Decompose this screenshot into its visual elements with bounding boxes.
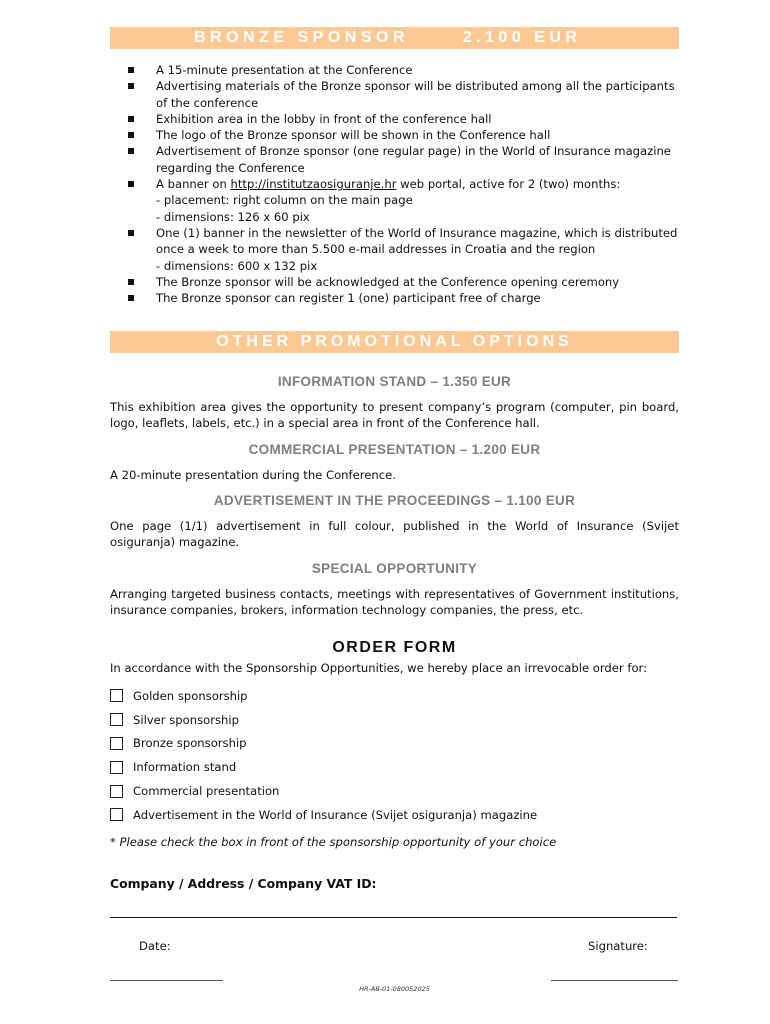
bullet-square-icon xyxy=(128,148,134,154)
list-item xyxy=(128,111,688,127)
list-item xyxy=(128,78,688,111)
option-checkbox[interactable] xyxy=(110,808,123,821)
bullet-square-icon xyxy=(128,295,134,301)
option-checkbox[interactable] xyxy=(110,785,123,798)
list-item xyxy=(110,732,537,756)
option-label: Golden sponsorship xyxy=(133,688,248,703)
list-item xyxy=(128,62,688,78)
benefit-text: Advertising materials of the Bronze sponsor will be distributed among all the participants of the conference xyxy=(156,79,675,110)
bronze-sponsor-banner: BRONZE SPONSOR 2.100 EUR xyxy=(110,27,679,49)
list-item xyxy=(110,803,537,827)
bullet-square-icon xyxy=(128,132,134,138)
list-item xyxy=(110,755,537,779)
option-label: Silver sponsorship xyxy=(133,712,239,727)
option-label: Bronze sponsorship xyxy=(133,736,247,751)
benefit-subline: - dimensions: 126 x 60 pix xyxy=(156,209,310,224)
company-details-label: Company / Address / Company VAT ID: xyxy=(110,876,377,891)
option-label: Advertisement in the World of Insurance (Svijet osiguranja) magazine xyxy=(133,807,538,822)
benefit-text: A 15-minute presentation at the Conference xyxy=(156,63,413,77)
benefit-subline: - placement: right column on the main page xyxy=(156,193,413,208)
bullet-square-icon xyxy=(128,230,134,236)
option-checkbox[interactable] xyxy=(110,761,123,774)
benefit-subline: - dimensions: 600 x 132 pix xyxy=(156,258,318,273)
order-options-list xyxy=(110,684,537,827)
list-item xyxy=(128,127,688,143)
signature-field[interactable] xyxy=(551,980,678,981)
option-checkbox[interactable] xyxy=(110,689,123,702)
benefit-text: One (1) banner in the newsletter of the World of Insurance magazine, which is distributed once a week to more than 5.500 e-mail addresses in Croatia and the region xyxy=(156,225,678,257)
list-item xyxy=(128,274,688,290)
benefit-text: The Bronze sponsor can register 1 (one) participant free of charge xyxy=(156,291,541,306)
information-stand-text: This exhibition area gives the opportunity to present company’s program (computer, pin board, logo, leaflets, labels, etc.) in a special area in front of the Conference hall. xyxy=(110,400,679,431)
selection-note: * Please check the box in front of the sponsorship opportunity of your choice xyxy=(110,835,557,849)
bullet-square-icon xyxy=(128,116,134,122)
portal-link[interactable]: http://institutzaosiguranje.hr xyxy=(230,177,397,192)
list-item xyxy=(128,290,688,306)
signature-label: Signature: xyxy=(588,939,648,953)
bullet-square-icon xyxy=(128,83,134,89)
date-field[interactable] xyxy=(110,980,223,981)
benefit-text-post: web portal, active for 2 (two) months: xyxy=(396,177,621,192)
benefit-text-pre: A banner on xyxy=(156,177,231,192)
list-item xyxy=(128,176,688,225)
commercial-presentation-text: A 20-minute presentation during the Conference. xyxy=(110,468,396,482)
company-details-field[interactable] xyxy=(110,917,677,918)
list-item xyxy=(128,143,688,176)
benefit-text: The Bronze sponsor will be acknowledged at the Conference opening ceremony xyxy=(156,274,620,289)
option-label: Commercial presentation xyxy=(133,784,280,799)
date-label: Date: xyxy=(139,939,171,953)
bronze-benefits-list xyxy=(128,62,688,306)
bullet-square-icon xyxy=(128,279,134,285)
special-opportunity-heading: SPECIAL OPPORTUNITY xyxy=(311,561,478,576)
list-item xyxy=(110,779,537,803)
order-form-intro: In accordance with the Sponsorship Opportunities, we hereby place an irrevocable order for: xyxy=(110,661,648,675)
bullet-square-icon xyxy=(128,67,134,73)
benefit-text: Exhibition area in the lobby in front of the conference hall xyxy=(156,111,492,126)
order-form-title: ORDER FORM xyxy=(332,639,457,656)
commercial-presentation-heading: COMMERCIAL PRESENTATION – 1.200 EUR xyxy=(248,442,541,457)
bullet-square-icon xyxy=(128,181,134,187)
option-checkbox[interactable] xyxy=(110,737,123,750)
information-stand-heading: INFORMATION STAND – 1.350 EUR xyxy=(277,374,512,389)
benefit-text: Advertisement of Bronze sponsor (one regular page) in the World of Insurance magazine regarding the Conference xyxy=(156,144,671,175)
document-code: HR-AB-01-080052025 xyxy=(359,985,430,993)
advertisement-proceedings-text: One page (1/1) advertisement in full colour, published in the World of Insurance (Svijet osiguranja) magazine. xyxy=(110,519,679,550)
list-item xyxy=(110,684,537,708)
other-promotional-options-banner: OTHER PROMOTIONAL OPTIONS xyxy=(110,331,679,353)
advertisement-proceedings-heading: ADVERTISEMENT IN THE PROCEEDINGS – 1.100 EUR xyxy=(213,493,576,508)
special-opportunity-text: Arranging targeted business contacts, meetings with representatives of Government institutions, insurance companies, brokers, information technology companies, the press, etc. xyxy=(110,587,679,618)
benefit-text: The logo of the Bronze sponsor will be shown in the Conference hall xyxy=(156,128,551,143)
list-item xyxy=(110,708,537,732)
list-item xyxy=(128,225,688,274)
option-checkbox[interactable] xyxy=(110,713,123,726)
option-label: Information stand xyxy=(133,760,237,775)
